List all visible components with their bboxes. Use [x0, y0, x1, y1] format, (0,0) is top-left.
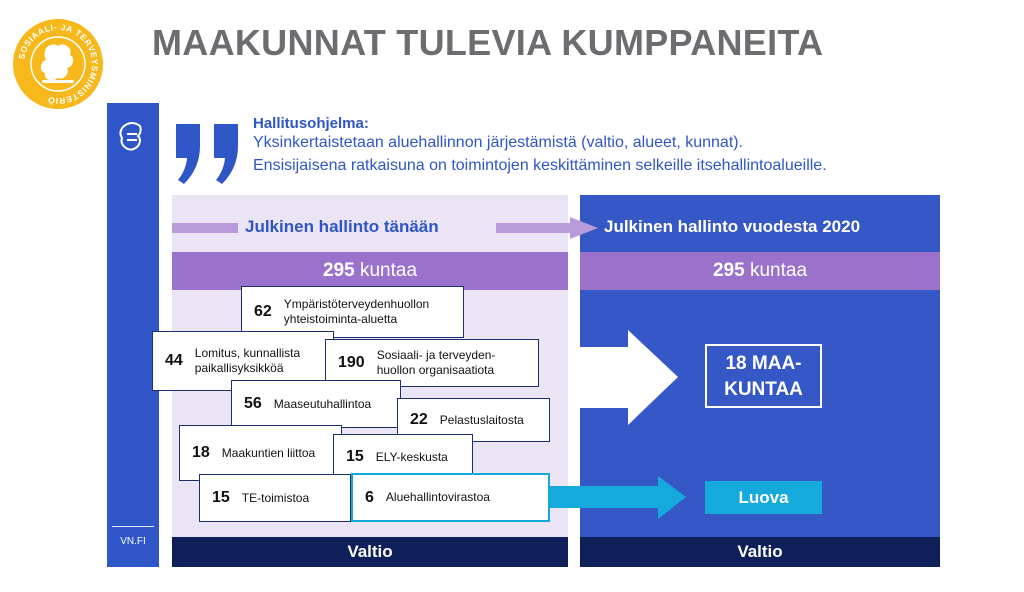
result-line-2: KUNTAA	[724, 379, 803, 400]
org-label: Pelastuslaitosta	[439, 412, 524, 427]
luova-arrow-head	[658, 476, 686, 519]
logo-ring-text: SOSIAALI- JA TERVEYSMINISTERIÖ	[16, 21, 101, 107]
today-heading: Julkinen hallinto tänään	[245, 217, 439, 236]
org-label: Sosiaali- ja terveyden- huollon organisaatiota	[376, 348, 496, 377]
luova-arrow-shaft	[548, 486, 660, 508]
org-label: Aluehallintovirastoa	[385, 490, 490, 504]
result-line-1: 18 MAA-	[725, 353, 802, 374]
org-label: Maaseutuhallintoa	[273, 396, 372, 411]
org-box-avi	[351, 473, 550, 522]
org-count: 22	[410, 411, 428, 428]
org-label: TE-toimistoa	[241, 490, 310, 505]
org-count: 56	[244, 395, 262, 412]
luova-box: Luova	[705, 481, 822, 514]
org-label: Lomitus, kunnallista paikallisyksikköä	[194, 346, 301, 375]
quote-line-1: Yksinkertaistetaan aluehallinnon järjestämistä (valtio, alueet, kunnat).	[253, 134, 744, 151]
band-text: kuntaa	[749, 260, 808, 281]
org-label: Maakuntien liittoa	[221, 445, 316, 460]
org-count: 190	[338, 354, 365, 371]
org-label: ELY-keskusta	[375, 449, 448, 464]
org-count: 62	[254, 303, 272, 320]
heading-arrow-head	[570, 217, 598, 239]
org-box-te	[199, 474, 351, 522]
band-number: 295	[322, 260, 355, 281]
org-count: 6	[365, 488, 374, 506]
org-count: 15	[346, 448, 364, 465]
org-label: Ympäristöterveydenhuollon yhteistoiminta-aluetta	[283, 297, 430, 326]
municipalities-band-future	[580, 252, 940, 290]
heading-arrow-shaft	[496, 223, 572, 233]
transition-arrow	[580, 330, 678, 425]
band-number: 295	[712, 260, 745, 281]
org-count: 18	[192, 444, 210, 461]
org-box-maaseutu	[231, 380, 401, 428]
vnfi-link[interactable]: VN.FI	[120, 536, 146, 547]
page-title: MAAKUNNAT TULEVIA KUMPPANEITA	[152, 22, 824, 63]
org-count: 15	[212, 489, 230, 506]
state-footer-right: Valtio	[580, 537, 940, 567]
result-box	[705, 344, 822, 408]
state-footer-left: Valtio	[172, 537, 568, 567]
heading-arrow-left	[172, 223, 238, 233]
municipalities-band-today	[172, 252, 568, 290]
quote-heading: Hallitusohjelma:	[253, 115, 369, 132]
band-text: kuntaa	[359, 260, 418, 281]
org-box-maakuntaliitto	[179, 425, 342, 481]
quote-line-2: Ensisijaisena ratkaisuna on toimintojen keskittäminen selkeille itsehallintoalueille.	[253, 157, 827, 174]
org-count: 44	[165, 352, 183, 369]
future-heading: Julkinen hallinto vuodesta 2020	[604, 217, 861, 236]
